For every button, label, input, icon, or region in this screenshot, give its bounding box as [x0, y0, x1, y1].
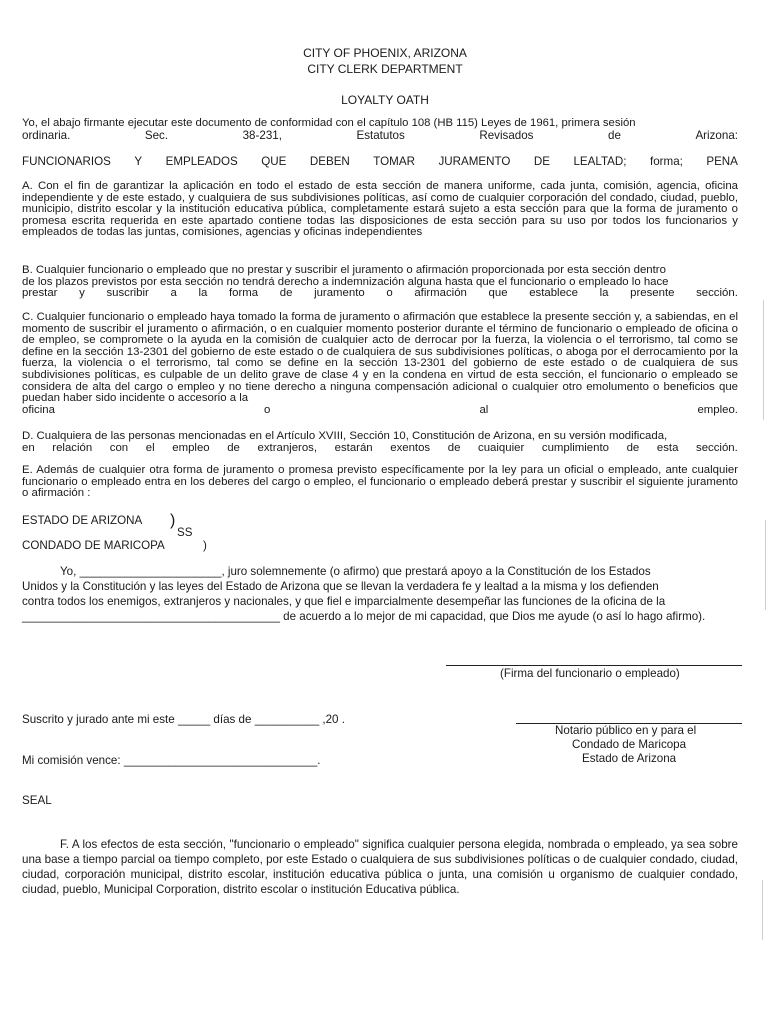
commission-blank[interactable]: ______________________________ [123, 754, 318, 767]
oath-line-2: Unidos y la Constitución y las leyes del Estado de Arizona que se llevan la verdadera fe y lealtad a la misma y los defienden [22, 580, 659, 593]
section-b-word: de [279, 287, 293, 300]
section-d-word: sección. [696, 441, 738, 454]
subscribed-line [22, 713, 345, 727]
section-b-word: presente [630, 287, 675, 300]
section-b-word: forma [228, 287, 259, 300]
intro-word: DE [533, 155, 550, 168]
section-d-word: con [109, 441, 129, 454]
section-d-word: en [22, 441, 35, 454]
notary-line-2: Condado de Maricopa [572, 738, 687, 751]
section-b-line: de los plazos previstos por esta sección no tendrá derecho a indemnización alguna hasta que el funcionario o empleado lo hace [22, 275, 669, 288]
venue-brace-open: ) [170, 512, 176, 529]
section-d-word: el [145, 441, 155, 454]
oath-name-blank[interactable]: ______________________ [79, 565, 222, 578]
section-b-word: la [599, 287, 609, 300]
commission-line [22, 754, 321, 768]
section-d-word: extranjeros, [257, 441, 318, 454]
intro-word: JURAMENTO [438, 155, 511, 168]
venue-brace-close: ) [203, 539, 207, 552]
intro-word: Arizona: [695, 129, 738, 142]
commission-end: . [317, 754, 321, 767]
section-b-word: la [198, 287, 208, 300]
oath-office-blank[interactable]: ________________________________________ [22, 610, 280, 623]
section-d-word: empleo [172, 441, 210, 454]
intro-word: de [608, 129, 621, 142]
section-d-word: cumplimiento [541, 441, 609, 454]
section-d-word: cuaiquier [478, 441, 525, 454]
section-b-word: sección. [696, 287, 738, 300]
subscribed-month-blank[interactable]: __________ [254, 713, 320, 726]
subscribed-text-a: Suscrito y jurado ante mi este [22, 713, 178, 726]
section-b-word: afirmación [414, 287, 467, 300]
seal-label: SEAL [22, 794, 52, 807]
intro-word: Sec. [144, 129, 169, 142]
document-title: LOYALTY OATH [341, 93, 429, 107]
intro-word: Revisados [479, 129, 534, 142]
header-department: CITY CLERK DEPARTMENT [307, 62, 463, 76]
section-d [22, 431, 738, 454]
section-b-word: prestar [22, 287, 58, 300]
section-b-word: juramento [314, 287, 365, 300]
section-e [22, 465, 738, 500]
section-b-last-line [22, 288, 738, 300]
official-signature-label: (Firma del funcionario o empleado) [500, 667, 680, 680]
section-d-word: exentos [390, 441, 431, 454]
section-f [22, 837, 738, 897]
section-b-word: y [79, 287, 85, 300]
section-c-word: o [264, 403, 271, 416]
section-d-line-1: D. Cualquiera de las personas mencionadas en el Artículo XVIII, Sección 10, Constitución de Arizona, en su versión modificada, [22, 430, 668, 442]
official-signature-line[interactable] [446, 665, 742, 666]
section-f-text: F. A los efectos de esta sección, "funcionario o empleado" significa cualquier persona elegida, nombrada o empleado, ya sea sobre una base a tiempo parcial oa tiempo completo, por este Estado o cualquiera de sus subdivisiones políticas o de cualquier condado, ciudad, ciudad, corporación municipal, distrito escolar, institución educativa pública o junta, una comisión u organismo de cualquier condado, ciudad, pueblo, Municipal Corporation, distrito escolar o institución Educativa pública. [22, 838, 738, 896]
section-d-word: de [227, 441, 240, 454]
header-city: CITY OF PHOENIX, ARIZONA [303, 46, 467, 60]
section-b-line: B. Cualquier funcionario o empleado que no prestar y suscribir el juramento o afirmación proporcionada por esta sección dentro [22, 264, 666, 276]
oath-line-3: contra todos los enemigos, extranjeros y nacionales, y que fiel e imparcialmente desempeñar las funciones de la oficina de la [22, 595, 666, 608]
intro-word: EMPLEADOS [165, 155, 238, 168]
notary-line-3: Estado de Arizona [582, 752, 677, 765]
oath-line-1 [60, 565, 651, 579]
section-b-word: o [386, 287, 393, 300]
section-b-word: que [488, 287, 508, 300]
section-d-word: de [447, 441, 461, 454]
venue-ss: SS [177, 526, 193, 539]
section-c [22, 312, 738, 416]
section-b [22, 265, 738, 300]
section-c-word: al [479, 403, 489, 416]
intro-word: Estatutos [356, 129, 405, 142]
venue-state: ESTADO DE ARIZONA [22, 514, 143, 527]
venue-county: CONDADO DE MARICOPA [22, 539, 165, 552]
section-d-word: relación [52, 441, 93, 454]
oath-yo: Yo, [60, 565, 77, 578]
intro-word: TOMAR [373, 155, 415, 168]
intro-word: PENA [706, 155, 738, 168]
intro-word: FUNCIONARIOS [22, 155, 111, 168]
intro-line-2 [22, 130, 738, 141]
section-c-last-line [22, 405, 738, 417]
section-d-word: estarán [334, 441, 373, 454]
intro-word: DEBEN [309, 155, 350, 168]
intro-word: forma; [650, 155, 683, 168]
subscribed-text-b: días de [210, 713, 255, 726]
section-c-word: oficina [22, 403, 55, 416]
section-b-word: establece [529, 287, 578, 300]
subscribed-day-blank[interactable]: _____ [177, 713, 211, 726]
section-d-last-line [22, 443, 738, 455]
intro-word: ordinaria. [22, 129, 71, 142]
oath-line-4 [22, 610, 705, 624]
intro-word: Y [134, 155, 143, 168]
section-d-word: esta [656, 441, 679, 454]
intro-line-3 [22, 155, 738, 169]
intro-line-1: Yo, el abajo firmante ejecutar este documento de conformidad con el capítulo 108 (HB 115) Leyes de 1961, primera sesión [22, 117, 636, 129]
section-a [22, 181, 738, 239]
intro-word: LEALTAD; [573, 155, 627, 168]
section-c-word: empleo. [697, 403, 738, 416]
section-b-word: a [170, 287, 177, 300]
scan-mark [763, 300, 764, 420]
oath-text-1: , juro solemnemente (o afirmo) que prestará apoyo a la Constitución de los Estados [221, 565, 651, 578]
scan-mark [762, 880, 763, 940]
intro-word: 38-231, [242, 129, 282, 142]
oath-text-4: de acuerdo a lo mejor de mi capacidad, que Dios me ayude (o así lo hago afirmo). [279, 610, 706, 623]
subscribed-text-c: ,20 . [319, 713, 345, 726]
section-e-text: E. Además de cualquier otra forma de juramento o promesa previsto específicamente por la ley para un oficial o empleado, ante cualquier funcionario o empleado entra en los deberes del cargo o empleo, el funcionario o empleado deberá prestar y suscribir el siguiente juramento o afirmación : [22, 464, 738, 500]
commission-label: Mi comisión vence: [22, 754, 121, 767]
intro-word: QUE [261, 155, 287, 168]
notary-line-1: Notario público en y para el [555, 724, 697, 737]
section-c-text: C. Cualquier funcionario o empleado haya tomado la forma de juramento o afirmación que establece la presente sección y, a sabiendas, en el momento de suscribir el juramento o afirmación, o en cualquier momento posterior durante el término de funcionario o empleado de oficina o de empleo, se compromete o la ayuda en la comisión de cualquier acto de derrocar por la fuerza, la violencia o el terrorismo, tal como se define en la sección 13-2301 del gobierno de este estado o de cualquiera de sus subdivisiones políticas, o aboga por el derrocamiento por la fuerza, la violencia o el terrorismo, tal como se define en la sección 13-2301 del gobierno de este estado o de cualquiera de sus subdivisiones políticas, es culpable de un delito grave de clase 4 y en la condena en virtud de esta sección, el funcionario o empleado se considera de alta del cargo o empleo y no tiene derecho a ninguna compensación adicional o cualquier otro emolumento o beneficios que puedan haber sido incidente o accesorio a la [22, 311, 738, 405]
scan-mark [765, 520, 766, 610]
section-d-word: de [626, 441, 640, 454]
section-a-text: A. Con el fin de garantizar la aplicación en todo el estado de esta sección de manera uniforme, cada junta, comisión, agencia, oficina independiente y de este estado, y cualquiera de sus subdivisiones políticas, así como de cualquier corporación del condado, ciudad, pueblo, municipio, distrito escolar y la institución educativa pública, completamente estará sujeto a esta sección para que la forma de juramento o promesa escrita requerida en este apartado contiene todas las disposiciones de esta sección para su uso por todos los funcionarios y empleados de todas las juntas, comisiones, agencias y oficinas independientes [22, 180, 738, 239]
section-b-word: suscribir [106, 287, 149, 300]
